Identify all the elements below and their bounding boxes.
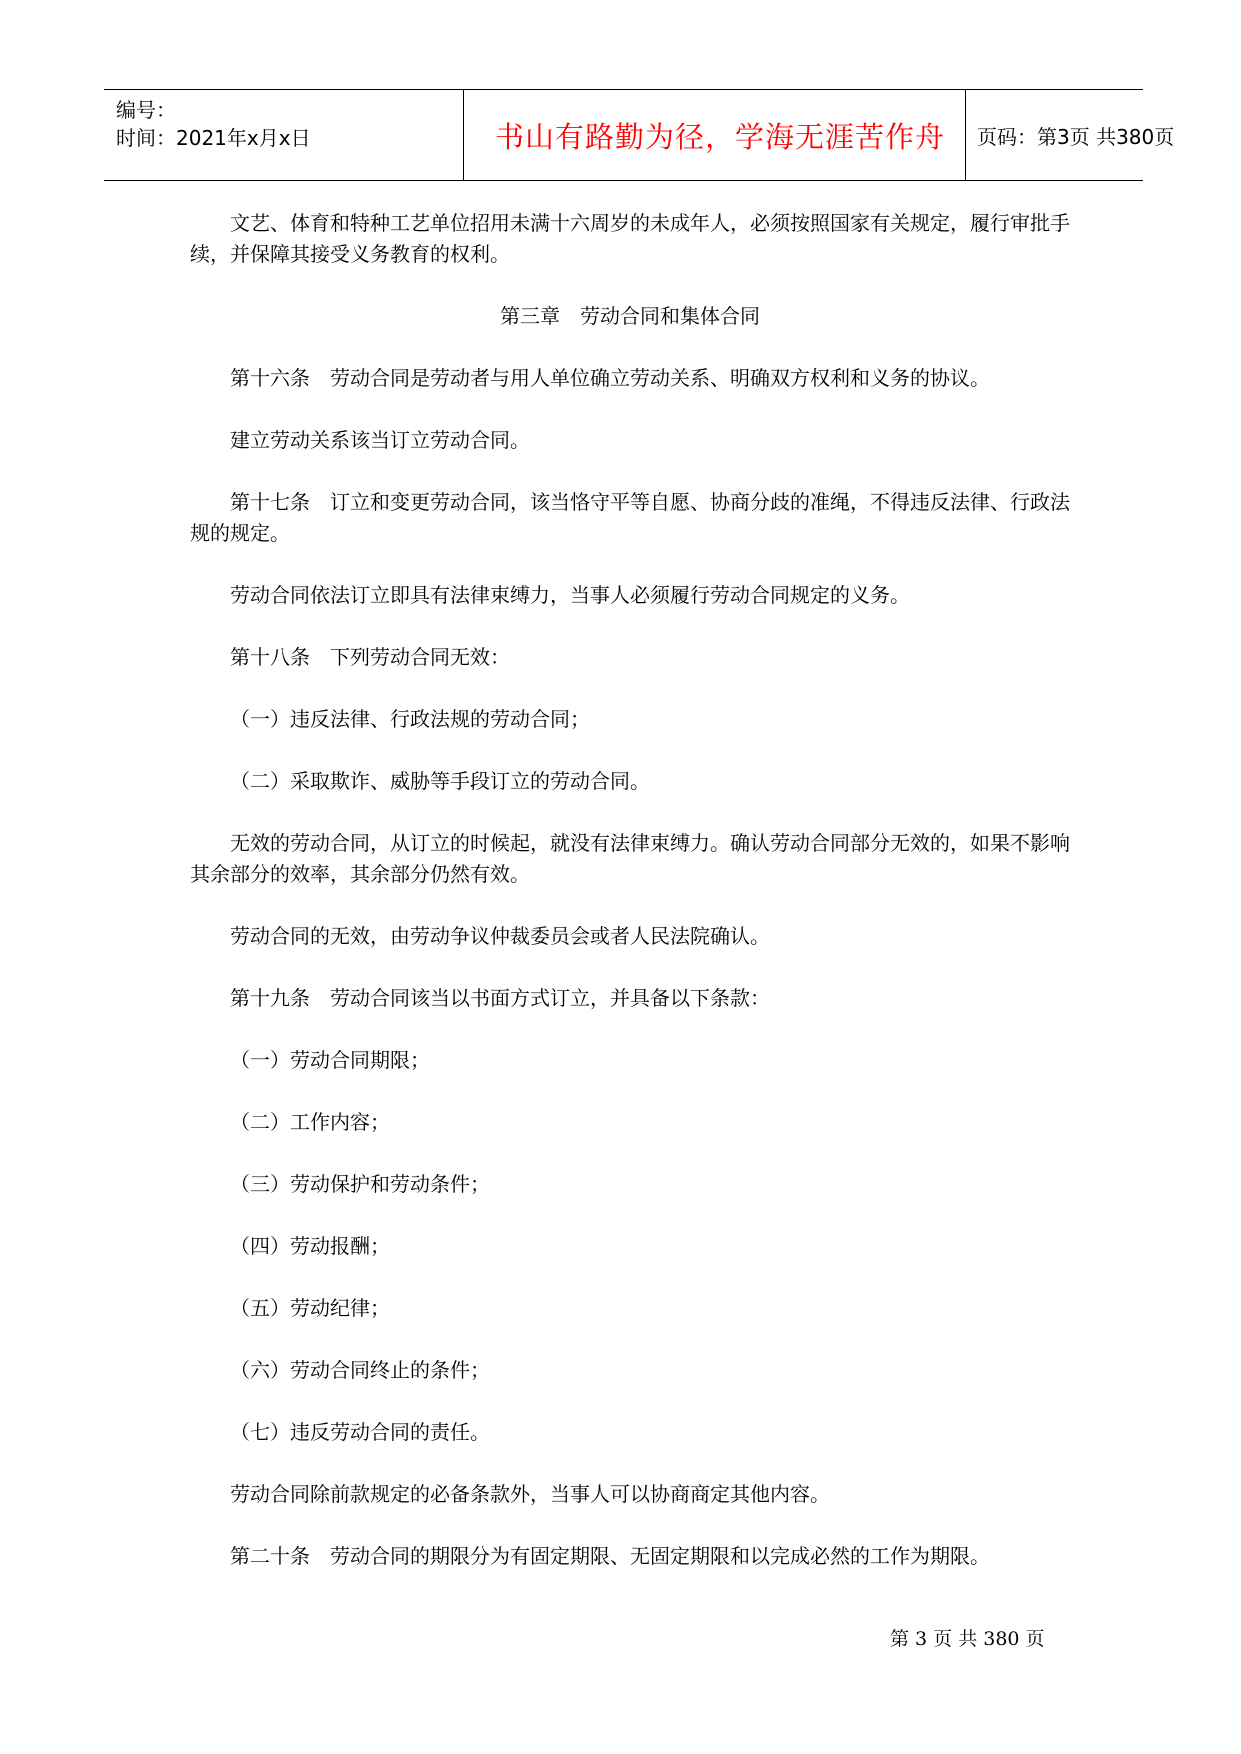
paragraph: 第十七条 订立和变更劳动合同，该当恪守平等自愿、协商分歧的准绳，不得违反法律、行政法规的规定。 — [190, 490, 1070, 545]
list-item: （四）劳动报酬； — [230, 1234, 390, 1258]
paragraph: 劳动合同的无效，由劳动争议仲裁委员会或者人民法院确认。 — [230, 924, 770, 948]
paragraph: 第十九条 劳动合同该当以书面方式订立，并具备以下条款： — [230, 986, 770, 1010]
header-page-number: 页码：第3页 共380页 — [977, 124, 1175, 149]
header-divider-left — [463, 90, 464, 180]
number-label: 编号： — [116, 98, 176, 122]
list-item: （三）劳动保护和劳动条件； — [230, 1172, 490, 1196]
page-header — [104, 89, 1175, 181]
list-item: （七）违反劳动合同的责任。 — [230, 1420, 490, 1444]
list-item: （一）违反法律、行政法规的劳动合同； — [230, 707, 590, 731]
chapter-title: 第三章 劳动合同和集体合同 — [500, 304, 760, 328]
page-footer: 第 3 页 共 380 页 — [890, 1628, 1045, 1650]
paragraph: 建立劳动关系该当订立劳动合同。 — [230, 428, 530, 452]
paragraph: 劳动合同除前款规定的必备条款外，当事人可以协商商定其他内容。 — [230, 1482, 830, 1506]
paragraph: 劳动合同依法订立即具有法律束缚力，当事人必须履行劳动合同规定的义务。 — [230, 583, 910, 607]
paragraph: 第十八条 下列劳动合同无效： — [230, 645, 510, 669]
paragraph: 文艺、体育和特种工艺单位招用未满十六周岁的未成年人，必须按照国家有关规定，履行审批手续，并保障其接受义务教育的权利。 — [190, 211, 1070, 266]
header-info — [116, 96, 466, 152]
paragraph: 无效的劳动合同，从订立的时候起，就没有法律束缚力。确认劳动合同部分无效的，如果不影响其余部分的效率，其余部分仍然有效。 — [190, 831, 1070, 886]
header-motto: 书山有路勤为径，学海无涯苦作舟 — [494, 119, 945, 154]
paragraph: 第二十条 劳动合同的期限分为有固定期限、无固定期限和以完成必然的工作为期限。 — [230, 1544, 990, 1568]
header-divider-right — [965, 90, 966, 180]
list-item: （六）劳动合同终止的条件； — [230, 1358, 490, 1382]
paragraph: 第十六条 劳动合同是劳动者与用人单位确立劳动关系、明确双方权利和义务的协议。 — [230, 366, 990, 390]
time-label: 时间：2021年x月x日 — [116, 126, 311, 150]
list-item: （一）劳动合同期限； — [230, 1048, 430, 1072]
list-item: （二）工作内容； — [230, 1110, 390, 1134]
list-item: （二）采取欺诈、威胁等手段订立的劳动合同。 — [230, 769, 650, 793]
document-body — [190, 208, 1070, 1603]
list-item: （五）劳动纪律； — [230, 1296, 390, 1320]
